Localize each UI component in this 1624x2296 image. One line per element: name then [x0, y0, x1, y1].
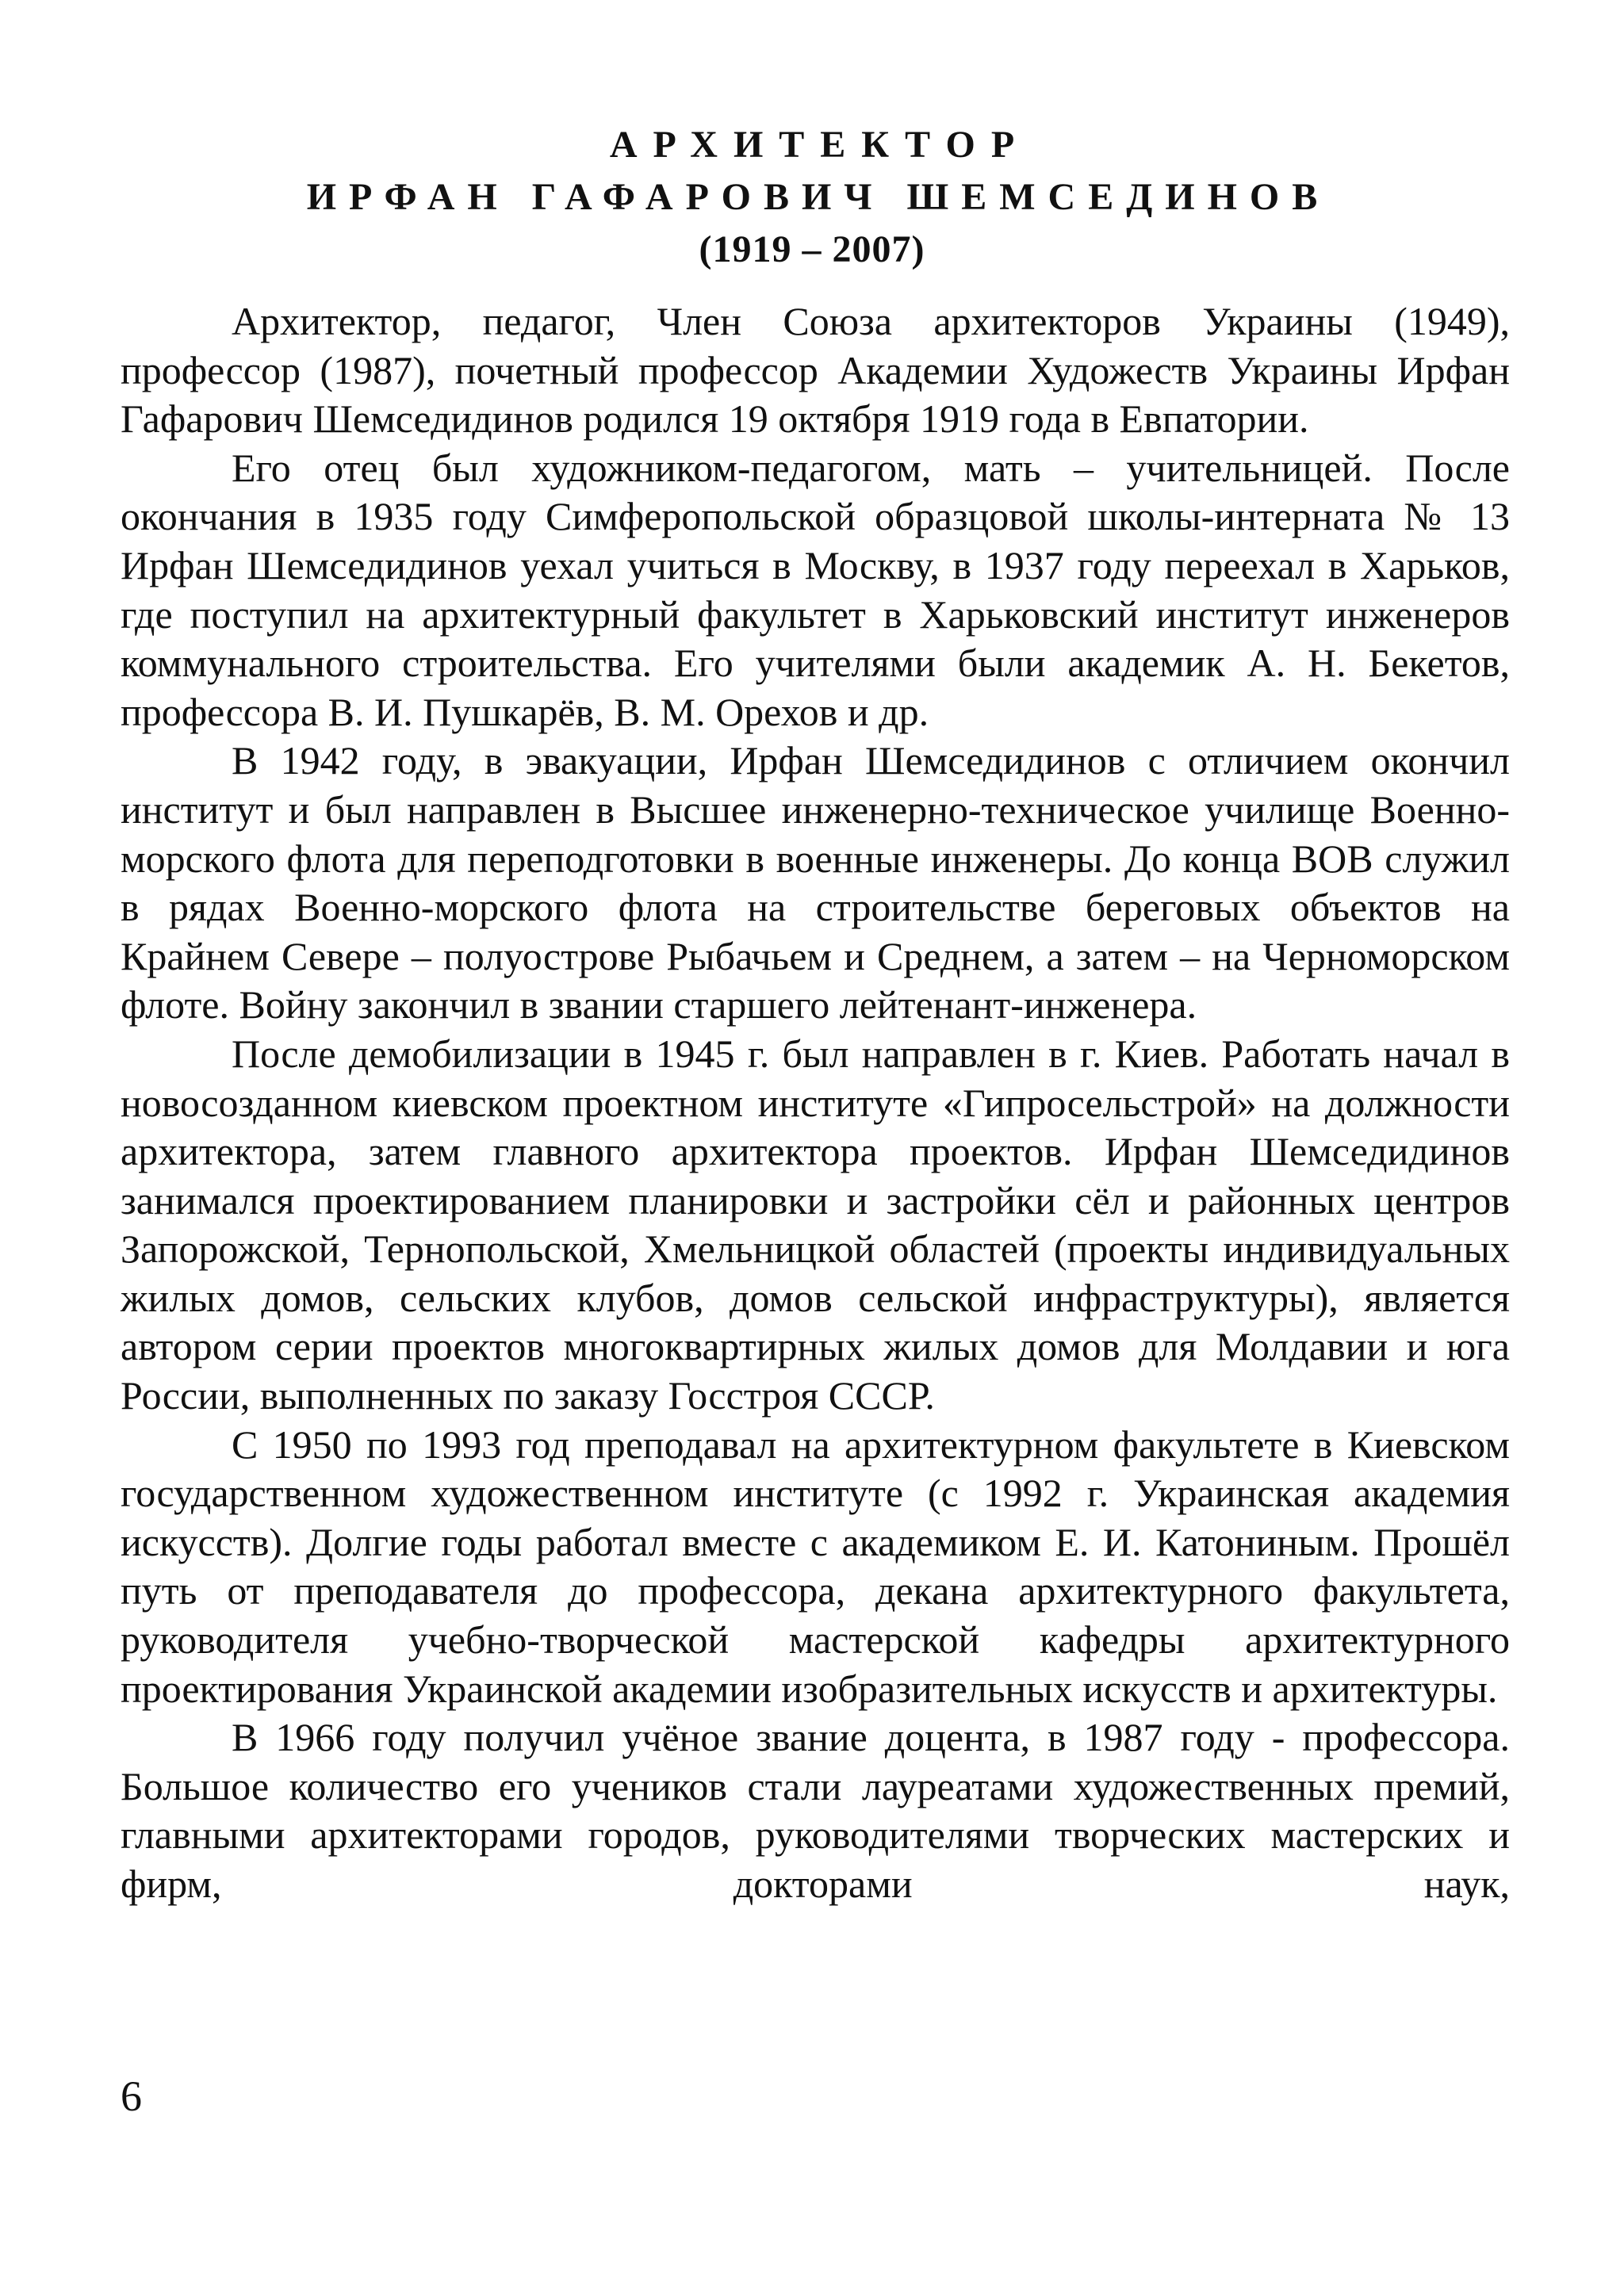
paragraph-1: Архитектор, педагог, Член Союза архитекторов Украины (1949), профессор (1987), почетный профессор Академии Художеств Украины Ирфан Гафарович Шемседидинов родился 19 октября 1919 года в Евпатории. [121, 299, 1510, 442]
article-body [121, 297, 1510, 1909]
title-line-2: ИРФАН ГАФАРОВИЧ ШЕМСЕДИНОВ [306, 176, 1331, 218]
paragraph-4: После демобилизации в 1945 г. был направлен в г. Киев. Работать начал в новосозданном киевском проектном институте «Гипросельстрой» на должности архитектора, затем главного архитектора проектов. Ирфан Шемседидинов занимался проектированием планировки и застройки сёл и районных центров Запорожской, Тернопольской, Хмельницкой областей (проекты индивидуальных жилых домов, сельских клубов, домов сельской инфраструктуры), является автором серии проектов многоквартирных жилых домов для Молдавии и юга России, выполненных по заказу Госстроя СССР. [121, 1031, 1510, 1418]
paragraph-3: В 1942 году, в эвакуации, Ирфан Шемседидинов с отличием окончил институт и был направлен в Высшее инженерно-техническое училище Военно-морского флота для переподготовки в военные инженеры. До конца ВОВ служил в рядах Военно-морского флота на строительстве береговых объектов на Крайнем Севере – полуострове Рыбачьем и Среднем, а затем – на Черноморском флоте. Войну закончил в звании старшего лейтенант-инженера. [121, 738, 1510, 1027]
page-number: 6 [121, 2072, 142, 2120]
paragraph-2: Его отец был художником-педагогом, мать – учительницей. После окончания в 1935 году Симферопольской образцовой школы-интерната № 13 Ирфан Шемседидинов уехал учиться в Москву, в 1937 году переехал в Харьков, где поступил на архитектурный факультет в Харьковский институт инженеров коммунального строительства. Его учителями были академик А. Н. Бекетов, профессора В. И. Пушкарёв, В. М. Орехов и др. [121, 445, 1510, 734]
life-years: (1919 – 2007) [699, 228, 925, 270]
paragraph-5: С 1950 по 1993 год преподавал на архитектурном факультете в Киевском государственном художественном институте (с 1992 г. Украинская академия искусств). Долгие годы работал вместе с академиком Е. И. Катониным. Прошёл путь от преподавателя до профессора, декана архитектурного факультета, руководителя учебно-творческой мастерской кафедры архитектурного проектирования Украинской академии изобразительных искусств и архитектуры. [121, 1422, 1510, 1711]
paragraph-6: В 1966 году получил учёное звание доцента, в 1987 году - профессора. Большое количество его учеников стали лауреатами художественных премий, главными архитекторами городов, руководителями творческих мастерских и фирм, докторами наук, [121, 1715, 1510, 1906]
title-line-1: АРХИТЕКТОР [609, 124, 1031, 166]
article-header [0, 119, 1624, 276]
